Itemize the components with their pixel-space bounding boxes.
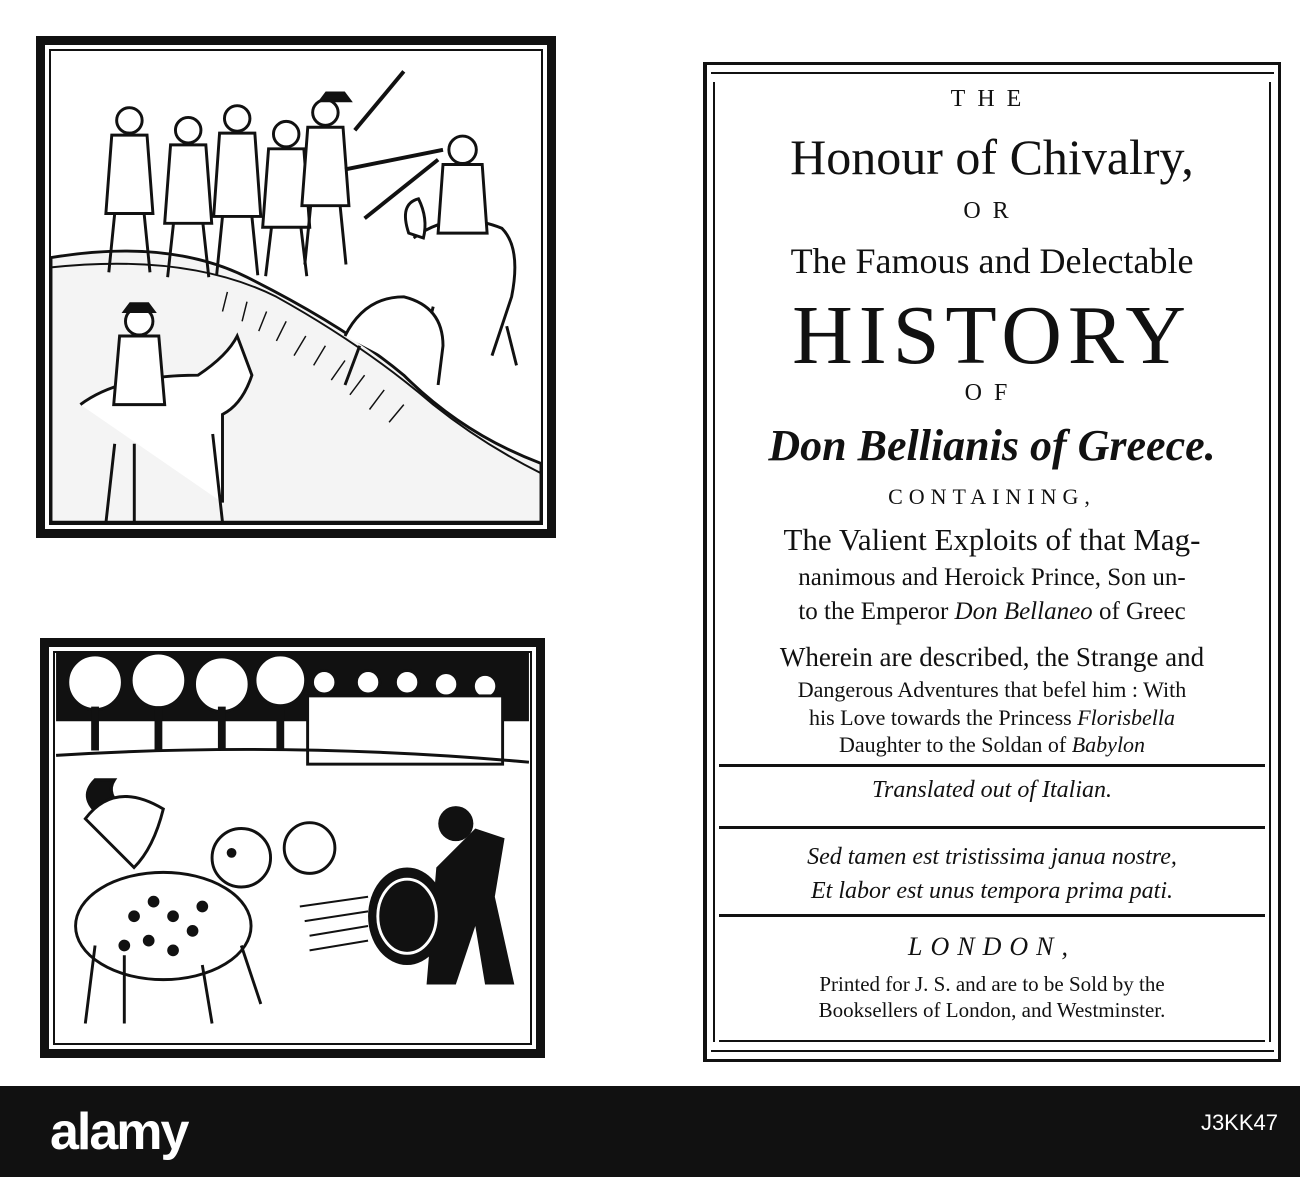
hero-name: Don Bellianis of Greece. <box>768 421 1216 470</box>
watermark-logo: alamy <box>50 1103 188 1161</box>
containing-heading: CONTAINING, <box>888 484 1096 509</box>
emperor-name: Don Bellaneo <box>954 598 1093 625</box>
dragon-woodcut-image <box>55 653 530 1043</box>
rule-4 <box>719 1040 1265 1042</box>
inner-border-right <box>1269 82 1271 1042</box>
princess-name: Florisbella <box>1077 705 1175 730</box>
motto-line-2: Et labor est unus tempora prima pati. <box>810 878 1173 904</box>
imprint-line-1: Printed for J. S. and are to be Sold by the <box>819 972 1165 996</box>
babylon-name: Babylon <box>1071 732 1146 757</box>
wherein-line-2: Dangerous Adventures that befel him : With <box>797 677 1187 702</box>
inner-border-left <box>713 82 715 1042</box>
woodcut-top-illustration <box>36 36 556 538</box>
rule-1 <box>719 764 1265 767</box>
description-line-1: The Valient Exploits of that Mag- <box>783 522 1201 557</box>
wherein-line-4-text: Daughter to the Soldan of <box>838 732 1072 757</box>
description-line-3 <box>723 598 1261 626</box>
title-page <box>703 62 1281 1062</box>
wherein-line-4 <box>723 732 1261 758</box>
wherein-line-3-text: his Love towards the Princess <box>808 705 1078 730</box>
subtitle: The Famous and Delectable <box>790 241 1194 281</box>
rule-2 <box>719 826 1265 829</box>
wherein-line-3 <box>723 705 1261 731</box>
main-title: Honour of Chivalry, <box>790 129 1194 185</box>
horsemen-woodcut-image <box>51 51 541 523</box>
image-id-label: J3KK47 <box>1200 1110 1278 1135</box>
wherein-line-1: Wherein are described, the Strange and <box>779 642 1205 672</box>
motto-line-1: Sed tamen est tristissima janua nostre, <box>807 844 1177 870</box>
or-heading: OR <box>963 198 1021 224</box>
of-heading: OF <box>964 380 1020 406</box>
watermark-bar <box>0 1086 1300 1177</box>
rule-3 <box>719 914 1265 917</box>
history-heading: HISTORY <box>792 289 1192 382</box>
the-heading: THE <box>950 86 1034 112</box>
description-line-3-end: of Greec <box>1092 598 1186 625</box>
description-line-3-text: to the Emperor <box>798 598 955 625</box>
description-line-2: nanimous and Heroick Prince, Son un- <box>798 564 1186 591</box>
imprint-line-2: Booksellers of London, and Westminster. <box>818 998 1166 1022</box>
translated-line: Translated out of Italian. <box>871 777 1113 803</box>
woodcut-bottom-illustration <box>40 638 545 1058</box>
city-line: LONDON, <box>908 932 1076 961</box>
